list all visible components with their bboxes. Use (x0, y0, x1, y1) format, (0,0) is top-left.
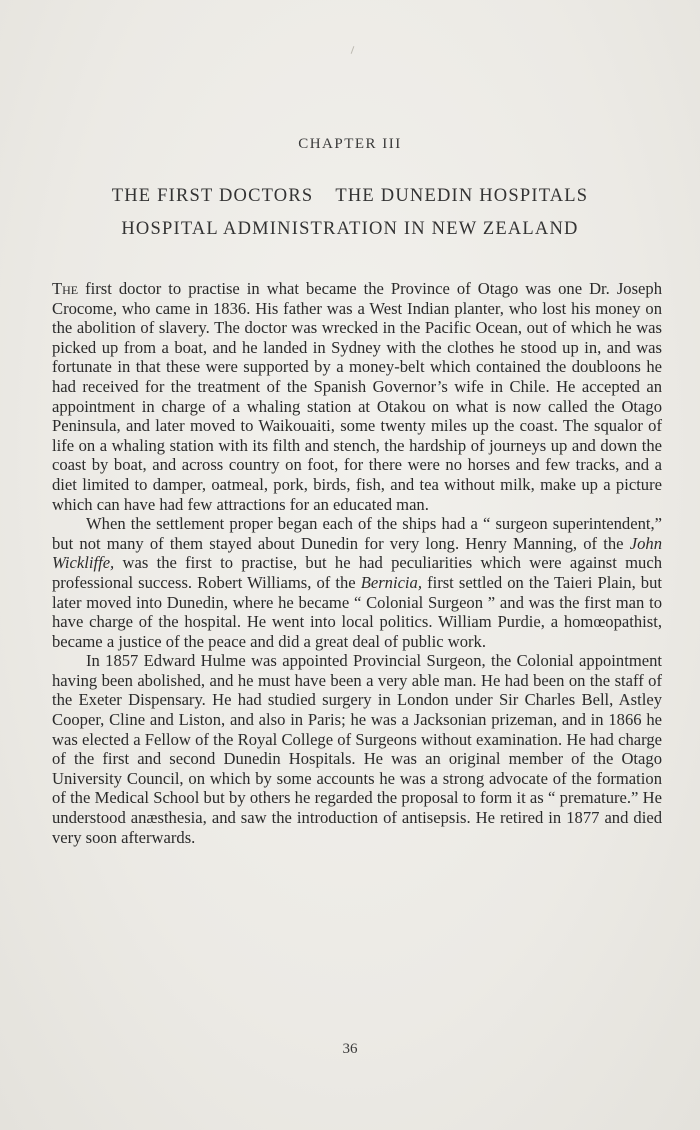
chapter-title-part-b: THE DUNEDIN HOSPITALS (335, 186, 589, 206)
page-number: 36 (342, 1041, 358, 1057)
chapter-title-line-1 (0, 180, 700, 213)
chapter-title (0, 180, 700, 246)
ship-name-bernicia: Bernicia, (360, 572, 422, 592)
paragraph-1 (52, 279, 662, 514)
paragraph-lead-word: The (52, 279, 79, 298)
paragraph-2-text-b: was the first to practise, but he had peculiarities which were against much professional success. Robert Williams, of the (52, 553, 662, 592)
paragraph-2-text-c: first settled on the Taieri Plain, but later moved into Dunedin, where he became “ Colonial Surgeon ” and was the first man to have charge of the hospital. He went into local politics. William Purdie, a homœopathist, became a justice of the peace and did a great deal of public work. (52, 572, 662, 651)
paragraph-1-text: first doctor to practise in what became the Province of Otago was one Dr. Joseph Crocome, who came in 1836. His father was a West Indian planter, who lost his money on the abolition of slavery. The doctor was wrecked in the Pacific Ocean, out of which he was picked up from a boat, and he landed in Sydney with the clothes he stood up in, and was fortunate in that these were supported by a money-belt which contained the doubloons he had received for the treatment of the Spanish Governor’s wife in Chile. He accepted an appointment in charge of a whaling station at Otakou on what is now called the Otago Peninsula, and later moved to Waikouaiti, some twenty miles up the coast. The squalor of life on a whaling station with its filth and stench, the hardship of journeys up and down the coast by boat, and across country on foot, for there were no horses and few tracks, and a diet limited to damper, oatmeal, pork, birds, fish, and tea without milk, make up a picture which can have had few attractions for an educated man. (52, 279, 662, 514)
ship-name-john-wickliffe: John Wickliffe, (52, 533, 662, 573)
paragraph-3: In 1857 Edward Hulme was appointed Provincial Surgeon, the Colonial appointment having been abolished, and he must have been a very able man. He had been on the staff of the Exeter Dispensary. He had studied surgery in London under Sir Charles Bell, Astley Cooper, Cline and Liston, and also in Paris; he was a Jacksonian prizeman, and in 1866 he was elected a Fellow of the Royal College of Surgeons without examination. He had charge of the first and second Dunedin Hospitals. He was an original member of the Otago University Council, on which by some accounts he was a strong advocate of the formation of the Medical School but by others he regarded the proposal to form it as “ premature.” He understood anæsthesia, and saw the introduction of antisepsis. He retired in 1877 and died very soon afterwards. (52, 651, 662, 847)
pencil-mark (351, 46, 355, 54)
chapter-label: CHAPTER III (298, 136, 402, 152)
paragraph-2 (52, 514, 662, 651)
body-text (52, 279, 662, 847)
paragraph-2-text-a: When the settlement proper began each of the ships had a “ surgeon superintendent,” but not many of them stayed about Dunedin for very long. Henry Manning, of the (52, 514, 662, 553)
chapter-title-line-2: HOSPITAL ADMINISTRATION IN NEW ZEALAND (121, 219, 579, 239)
chapter-title-part-a: THE FIRST DOCTORS (111, 186, 314, 206)
